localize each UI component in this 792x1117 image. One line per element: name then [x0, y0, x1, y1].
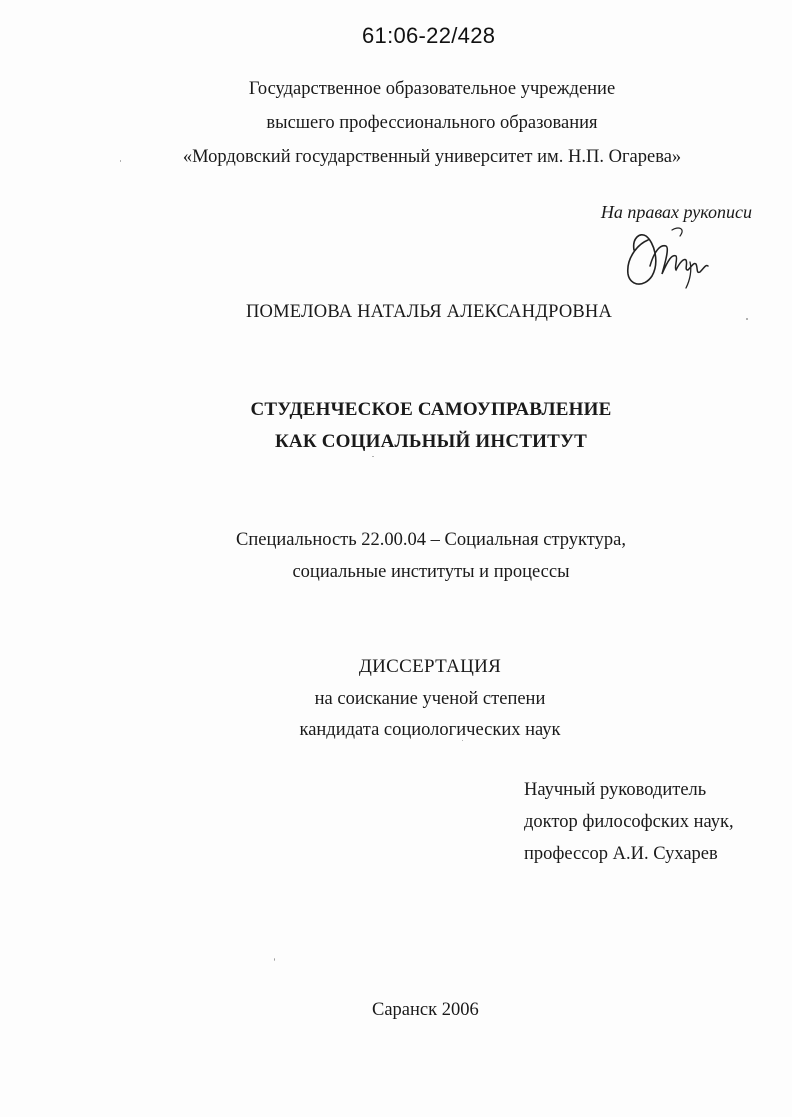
- advisor-role: Научный руководитель: [524, 780, 707, 800]
- specialty-line-2: социальные институты и процессы: [292, 562, 570, 582]
- dissertation-heading: ДИССЕРТАЦИЯ: [358, 656, 502, 677]
- scan-speck: [120, 160, 121, 162]
- degree-line-2: кандидата социологических наук: [299, 720, 561, 740]
- advisor-name: профессор А.И. Сухарев: [524, 844, 718, 864]
- author-name: ПОМЕЛОВА НАТАЛЬЯ АЛЕКСАНДРОВНА: [246, 302, 613, 322]
- scan-speck: [462, 740, 463, 741]
- degree-line-1: на соискание ученой степени: [314, 689, 546, 709]
- catalog-number: 61:06-22/428: [362, 23, 496, 48]
- handwritten-signature: [620, 222, 720, 294]
- institution-line-1: Государственное образовательное учреждение: [248, 79, 616, 99]
- specialty-line-1: Специальность 22.00.04 – Социальная структура,: [236, 530, 626, 550]
- rights-note: На правах рукописи: [600, 202, 752, 222]
- scan-speck: [372, 456, 374, 457]
- dissertation-title-line-2: КАК СОЦИАЛЬНЫЙ ИНСТИТУТ: [274, 431, 588, 452]
- advisor-degree: доктор философских наук,: [524, 812, 734, 832]
- institution-line-2: высшего профессионального образования: [266, 113, 598, 133]
- scan-speck: [746, 318, 748, 320]
- dissertation-title-line-1: СТУДЕНЧЕСКОЕ САМОУПРАВЛЕНИЕ: [250, 399, 612, 420]
- city-year: Саранск 2006: [372, 1000, 479, 1020]
- institution-line-3: «Мордовский государственный университет им. Н.П. Огарева»: [182, 147, 682, 167]
- scan-speck: [274, 958, 275, 961]
